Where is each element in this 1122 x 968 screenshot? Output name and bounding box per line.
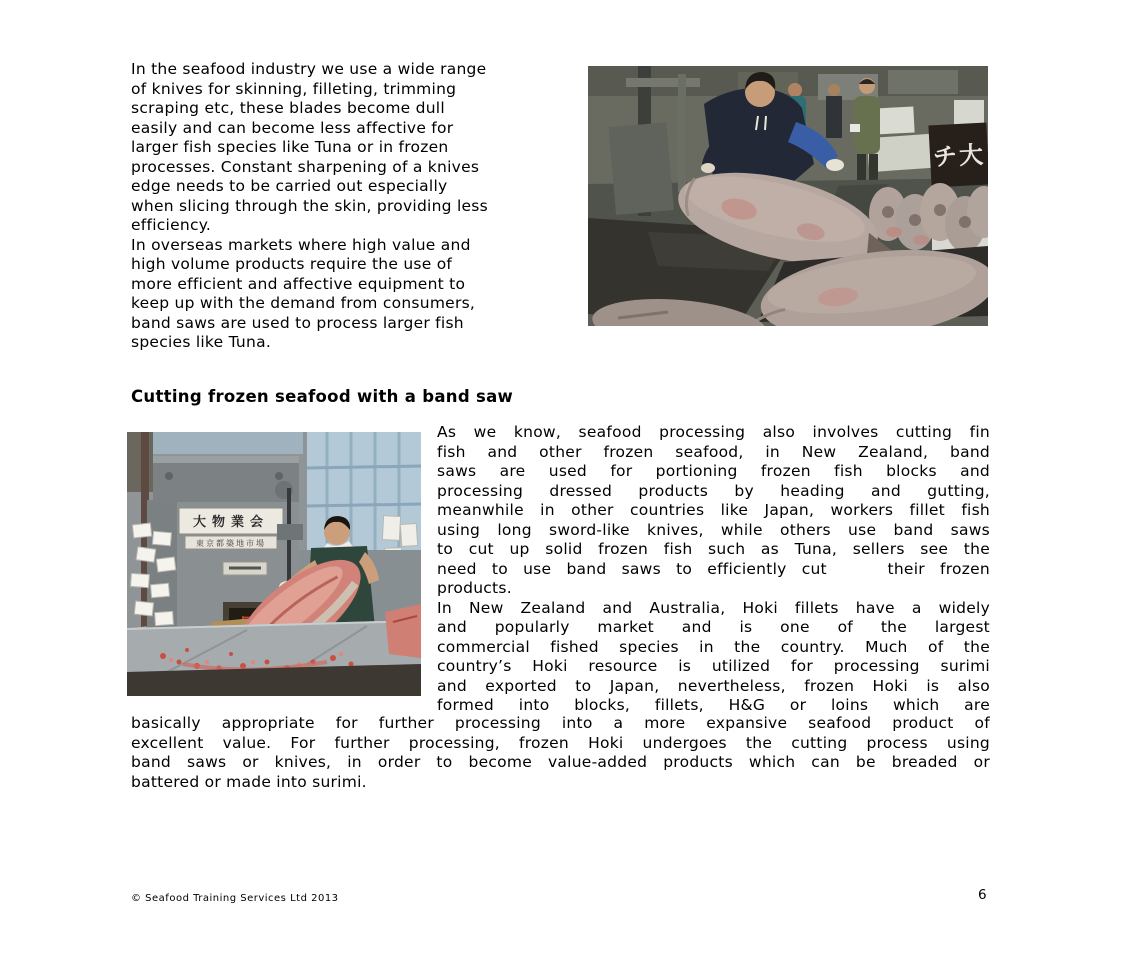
text-line: saws are used for portioning frozen fish blocks and bbox=[437, 462, 990, 480]
text-line: As we know, seafood processing also involves cutting fin bbox=[437, 423, 990, 441]
text-line: species like Tuna. bbox=[131, 333, 272, 351]
text-line: larger fish species like Tuna or in frozen bbox=[131, 138, 449, 156]
intro-paragraph bbox=[131, 60, 576, 353]
body-paragraph-right bbox=[437, 423, 990, 716]
text-line: battered or made into surimi. bbox=[131, 772, 367, 791]
text-line: products. bbox=[437, 579, 512, 597]
text-line: need to use band saws to efficiently cut their frozen bbox=[437, 559, 990, 578]
text-line: more efficient and affective equipment to bbox=[131, 274, 466, 293]
text-line: high volume products require the use of bbox=[131, 255, 453, 273]
bandsaw-photo-illustration bbox=[127, 432, 421, 696]
text-line: band saws are used to process larger fish bbox=[131, 313, 464, 332]
text-line: In overseas markets where high value and bbox=[131, 235, 471, 254]
text-line: and exported to Japan, nevertheless, frozen Hoki is also bbox=[437, 676, 990, 695]
text-line: meanwhile in other countries like Japan, workers fillet fish bbox=[437, 501, 990, 519]
page-number: 6 bbox=[978, 887, 987, 903]
text-line: easily and can become less affective for bbox=[131, 118, 454, 137]
text-line: In the seafood industry we use a wide range bbox=[131, 60, 487, 78]
text-line: of knives for skinning, filleting, trimming bbox=[131, 79, 457, 98]
machine-sign-subtext: 東京都築地市場 bbox=[196, 539, 266, 548]
market-photo bbox=[588, 66, 988, 326]
machine-sign-text: 大物業会 bbox=[192, 515, 270, 530]
body-paragraph-bottom bbox=[131, 714, 990, 792]
text-line: scraping etc, these blades become dull bbox=[131, 99, 445, 117]
text-line: keep up with the demand from consumers, bbox=[131, 294, 476, 312]
text-line: processes. Constant sharpening of a knives bbox=[131, 157, 480, 176]
text-line: excellent value. For further processing, frozen Hoki undergoes the cutting process using bbox=[131, 733, 990, 752]
text-line: In New Zealand and Australia, Hoki fillets have a widely bbox=[437, 598, 990, 617]
text-line: efficiency. bbox=[131, 216, 212, 234]
section-heading: Cutting frozen seafood with a band saw bbox=[131, 387, 514, 406]
text-line: country’s Hoki resource is utilized for processing surimi bbox=[437, 657, 990, 675]
text-line: using long sword-like knives, while others use band saws bbox=[437, 520, 990, 539]
text-line: band saws or knives, in order to become value-added products which can be breaded or bbox=[131, 753, 990, 771]
text-line: when slicing through the skin, providing less bbox=[131, 196, 488, 215]
footer-copyright: © Seafood Training Services Ltd 2013 bbox=[131, 893, 339, 904]
text-line: to cut up solid frozen fish such as Tuna, sellers see the bbox=[437, 540, 990, 558]
text-line: formed into blocks, fillets, H&G or loins which are bbox=[437, 696, 990, 714]
text-line: processing dressed products by heading and gutting, bbox=[437, 481, 990, 500]
text-line: commercial fished species in the country. Much of the bbox=[437, 637, 990, 656]
text-line: basically appropriate for further processing into a more expansive seafood product of bbox=[131, 714, 990, 732]
bandsaw-photo bbox=[127, 432, 421, 696]
text-line: and popularly market and is one of the largest bbox=[437, 618, 990, 636]
crate-marking-text: チ大 bbox=[932, 140, 986, 172]
text-line: fish and other frozen seafood, in New Zealand, band bbox=[437, 442, 990, 461]
market-photo-illustration bbox=[588, 66, 988, 326]
text-line: edge needs to be carried out especially bbox=[131, 177, 448, 195]
